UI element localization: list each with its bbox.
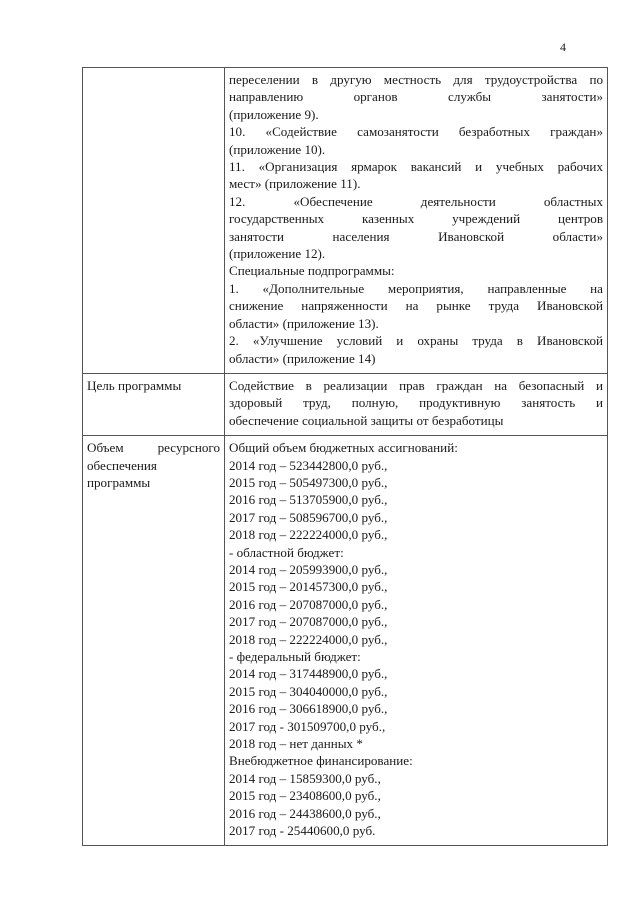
text-line: обеспечение социальной защиты от безработицы bbox=[229, 412, 504, 428]
text-line: 2015 год – 23408600,0 руб., bbox=[229, 788, 381, 804]
text-line: 2016 год – 513705900,0 руб., bbox=[229, 492, 388, 508]
text-line: 2015 год – 505497300,0 руб., bbox=[229, 474, 388, 490]
funding-details bbox=[225, 436, 608, 846]
funding-label-line: программы bbox=[87, 474, 151, 490]
text-line: 2016 год – 24438600,0 руб., bbox=[229, 805, 381, 821]
program-passport-table bbox=[82, 67, 608, 846]
funding-label-line: Объем ресурсного bbox=[87, 440, 220, 456]
text-line: (приложение 9). bbox=[229, 106, 319, 122]
text-line: направлению органов службы занятости» bbox=[229, 89, 603, 105]
text-line: Специальные подпрограммы: bbox=[229, 263, 395, 279]
text-line: 2014 год – 317448900,0 руб., bbox=[229, 666, 388, 682]
text-line: здоровый труд, полную, продуктивную занятость и bbox=[229, 395, 603, 411]
page-number: 4 bbox=[560, 40, 566, 54]
text-line: 2014 год – 523442800,0 руб., bbox=[229, 457, 388, 473]
text-line: снижение напряженности на рынке труда Ивановской bbox=[229, 298, 603, 314]
text-line: 2. «Улучшение условий и охраны труда в Ивановской bbox=[229, 333, 603, 349]
text-line: 2014 год – 15859300,0 руб., bbox=[229, 770, 381, 786]
text-line: - федеральный бюджет: bbox=[229, 649, 361, 664]
text-line: 11. «Организация ярмарок вакансий и учебных рабочих bbox=[229, 159, 603, 175]
text-line: переселении в другую местность для трудоустройства по bbox=[229, 72, 603, 87]
funding-row bbox=[83, 436, 608, 846]
text-line: - областной бюджет: bbox=[229, 544, 344, 560]
text-line: 2017 год – 207087000,0 руб., bbox=[229, 614, 388, 630]
text-line: 2018 год – нет данных * bbox=[229, 736, 363, 752]
text-line: мест» (приложение 11). bbox=[229, 176, 361, 192]
funding-label-line: обеспечения bbox=[87, 457, 157, 473]
text-line: государственных казенных учреждений центров bbox=[229, 211, 603, 227]
text-line: Содействие в реализации прав граждан на безопасный и bbox=[229, 377, 603, 393]
text-line: 2017 год - 301509700,0 руб., bbox=[229, 718, 386, 734]
text-line: 2015 год – 304040000,0 руб., bbox=[229, 683, 388, 699]
text-line: 2014 год – 205993900,0 руб., bbox=[229, 561, 388, 577]
text-line: (приложение 12). bbox=[229, 246, 326, 262]
program-goal-row bbox=[83, 373, 608, 435]
text-line: Внебюджетное финансирование: bbox=[229, 753, 413, 769]
program-goal-text bbox=[225, 373, 608, 435]
text-line: 12. «Обеспечение деятельности областных bbox=[229, 193, 603, 209]
subprograms-label-cell bbox=[83, 68, 225, 374]
text-line: 1. «Дополнительные мероприятия, направленные на bbox=[229, 280, 603, 296]
text-line: 2016 год – 207087000,0 руб., bbox=[229, 596, 388, 612]
text-line: 2017 год – 508596700,0 руб., bbox=[229, 509, 388, 525]
text-line: области» (приложение 14) bbox=[229, 350, 376, 366]
subprograms-list bbox=[225, 68, 608, 374]
text-line: (приложение 10). bbox=[229, 141, 326, 157]
text-line: 2018 год – 222224000,0 руб., bbox=[229, 631, 388, 647]
program-goal-label: Цель программы bbox=[83, 373, 225, 435]
text-line: 2015 год – 201457300,0 руб., bbox=[229, 579, 388, 595]
text-line: занятости населения Ивановской области» bbox=[229, 228, 603, 244]
subprograms-row bbox=[83, 68, 608, 374]
text-line: 2016 год – 306618900,0 руб., bbox=[229, 701, 388, 717]
text-line: Общий объем бюджетных ассигнований: bbox=[229, 440, 458, 456]
text-line: 2017 год - 25440600,0 руб. bbox=[229, 823, 376, 839]
text-line: 10. «Содействие самозанятости безработных граждан» bbox=[229, 124, 603, 140]
text-line: 2018 год – 222224000,0 руб., bbox=[229, 527, 388, 543]
funding-label bbox=[83, 436, 225, 846]
text-line: области» (приложение 13). bbox=[229, 315, 379, 331]
